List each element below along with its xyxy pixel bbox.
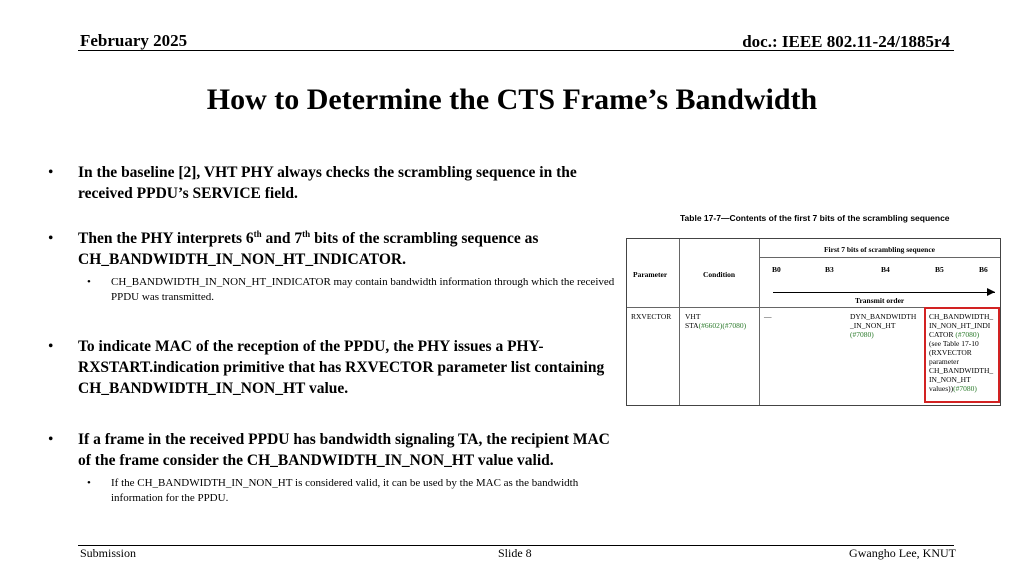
row-b5-text: values)) bbox=[929, 384, 954, 393]
table-header-parameter: Parameter bbox=[633, 270, 668, 279]
row-b5-line2: IN_NON_HT_INDI bbox=[929, 321, 991, 330]
row-condition-line1: VHT bbox=[685, 312, 701, 321]
table-header-b6: B6 bbox=[979, 265, 988, 274]
bullet-phy-interprets bbox=[44, 228, 624, 270]
row-b0-dash: — bbox=[764, 312, 772, 321]
row-parameter: RXVECTOR bbox=[631, 312, 672, 321]
bullet-bandwidth-signaling: • If a frame in the received PPDU has bandwidth signaling TA, the recipient MAC of the frame consider the CH_BANDWIDTH_IN_NON_HT value valid. bbox=[44, 429, 624, 471]
bullet-list bbox=[44, 162, 624, 506]
row-b5-text: CATOR bbox=[929, 330, 954, 339]
bullet-text-part: bits of the scrambling sequence as CH_BANDWIDTH_IN_NON_HT_INDICATOR. bbox=[78, 230, 539, 268]
superscript-th: th bbox=[302, 228, 311, 239]
bullet-baseline: • In the baseline [2], VHT PHY always checks the scrambling sequence in the received PPDU’s SERVICE field. bbox=[44, 162, 624, 204]
row-b5-line8: IN_NON_HT bbox=[929, 375, 971, 384]
row-b5-line5: (RXVECTOR bbox=[929, 348, 972, 357]
row-b5-ref: (#7080) bbox=[953, 384, 977, 393]
bullet-text-part: and 7 bbox=[261, 230, 303, 247]
table-grid-line bbox=[759, 257, 1000, 258]
row-b4-ref: (#7080) bbox=[850, 330, 874, 339]
row-b5-line4: (see Table 17-10 bbox=[929, 339, 979, 348]
row-b4-line2: _IN_NON_HT bbox=[850, 321, 896, 330]
row-condition-line2 bbox=[685, 321, 746, 330]
table-header-b3: B3 bbox=[825, 265, 834, 274]
sub-bullet-indicator: • CH_BANDWIDTH_IN_NON_HT_INDICATOR may contain bandwidth information through which the received PPDU was transmitted. bbox=[44, 275, 624, 305]
highlight-box bbox=[924, 307, 1000, 403]
transmit-order-arrow bbox=[773, 292, 995, 293]
row-condition-text: STA bbox=[685, 321, 699, 330]
table-header-b0: B0 bbox=[772, 265, 781, 274]
bullet-rxstart: • To indicate MAC of the reception of the PPDU, the PHY issues a PHY-RXSTART.indication primitive that has RXVECTOR parameter list containing CH_BANDWIDTH_IN_NON_HT value. bbox=[44, 336, 624, 399]
table-grid-line bbox=[679, 239, 680, 405]
row-b4-line1: DYN_BANDWIDTH bbox=[850, 312, 917, 321]
header-divider bbox=[78, 50, 954, 51]
transmit-order-label: Transmit order bbox=[855, 296, 905, 305]
scrambling-table bbox=[626, 238, 1001, 406]
table-caption: Table 17-7—Contents of the first 7 bits of the scrambling sequence bbox=[680, 213, 950, 223]
footer-slide-number: Slide 8 bbox=[498, 546, 532, 560]
arrowhead-icon bbox=[987, 288, 995, 296]
bullet-text-part: Then the PHY interprets 6 bbox=[78, 230, 254, 247]
row-b5-line7: CH_BANDWIDTH_ bbox=[929, 366, 994, 375]
footer-author: Gwangho Lee, KNUT bbox=[849, 546, 956, 560]
table-header-b4: B4 bbox=[881, 265, 890, 274]
table-header-condition: Condition bbox=[703, 270, 736, 279]
row-b5-line6: parameter bbox=[929, 357, 959, 366]
row-condition-ref: (#6602)(#7080) bbox=[698, 321, 747, 330]
row-b5-line1: CH_BANDWIDTH_ bbox=[929, 312, 994, 321]
table-header-b5: B5 bbox=[935, 265, 944, 274]
footer-submission: Submission bbox=[80, 546, 137, 560]
sub-bullet-valid: • If the CH_BANDWIDTH_IN_NON_HT is considered valid, it can be used by the MAC as the bandwidth information for the PPDU. bbox=[44, 476, 624, 506]
header-doc-id: doc.: IEEE 802.11-24/1885r4 bbox=[742, 32, 950, 51]
row-b5-ref: (#7080) bbox=[955, 330, 980, 339]
superscript-th: th bbox=[253, 228, 262, 239]
table-group-header: First 7 bits of scrambling sequence bbox=[823, 245, 936, 254]
slide-title: How to Determine the CTS Frame’s Bandwidth bbox=[206, 83, 818, 116]
table-grid-line bbox=[759, 239, 760, 405]
header-date: February 2025 bbox=[80, 31, 188, 50]
